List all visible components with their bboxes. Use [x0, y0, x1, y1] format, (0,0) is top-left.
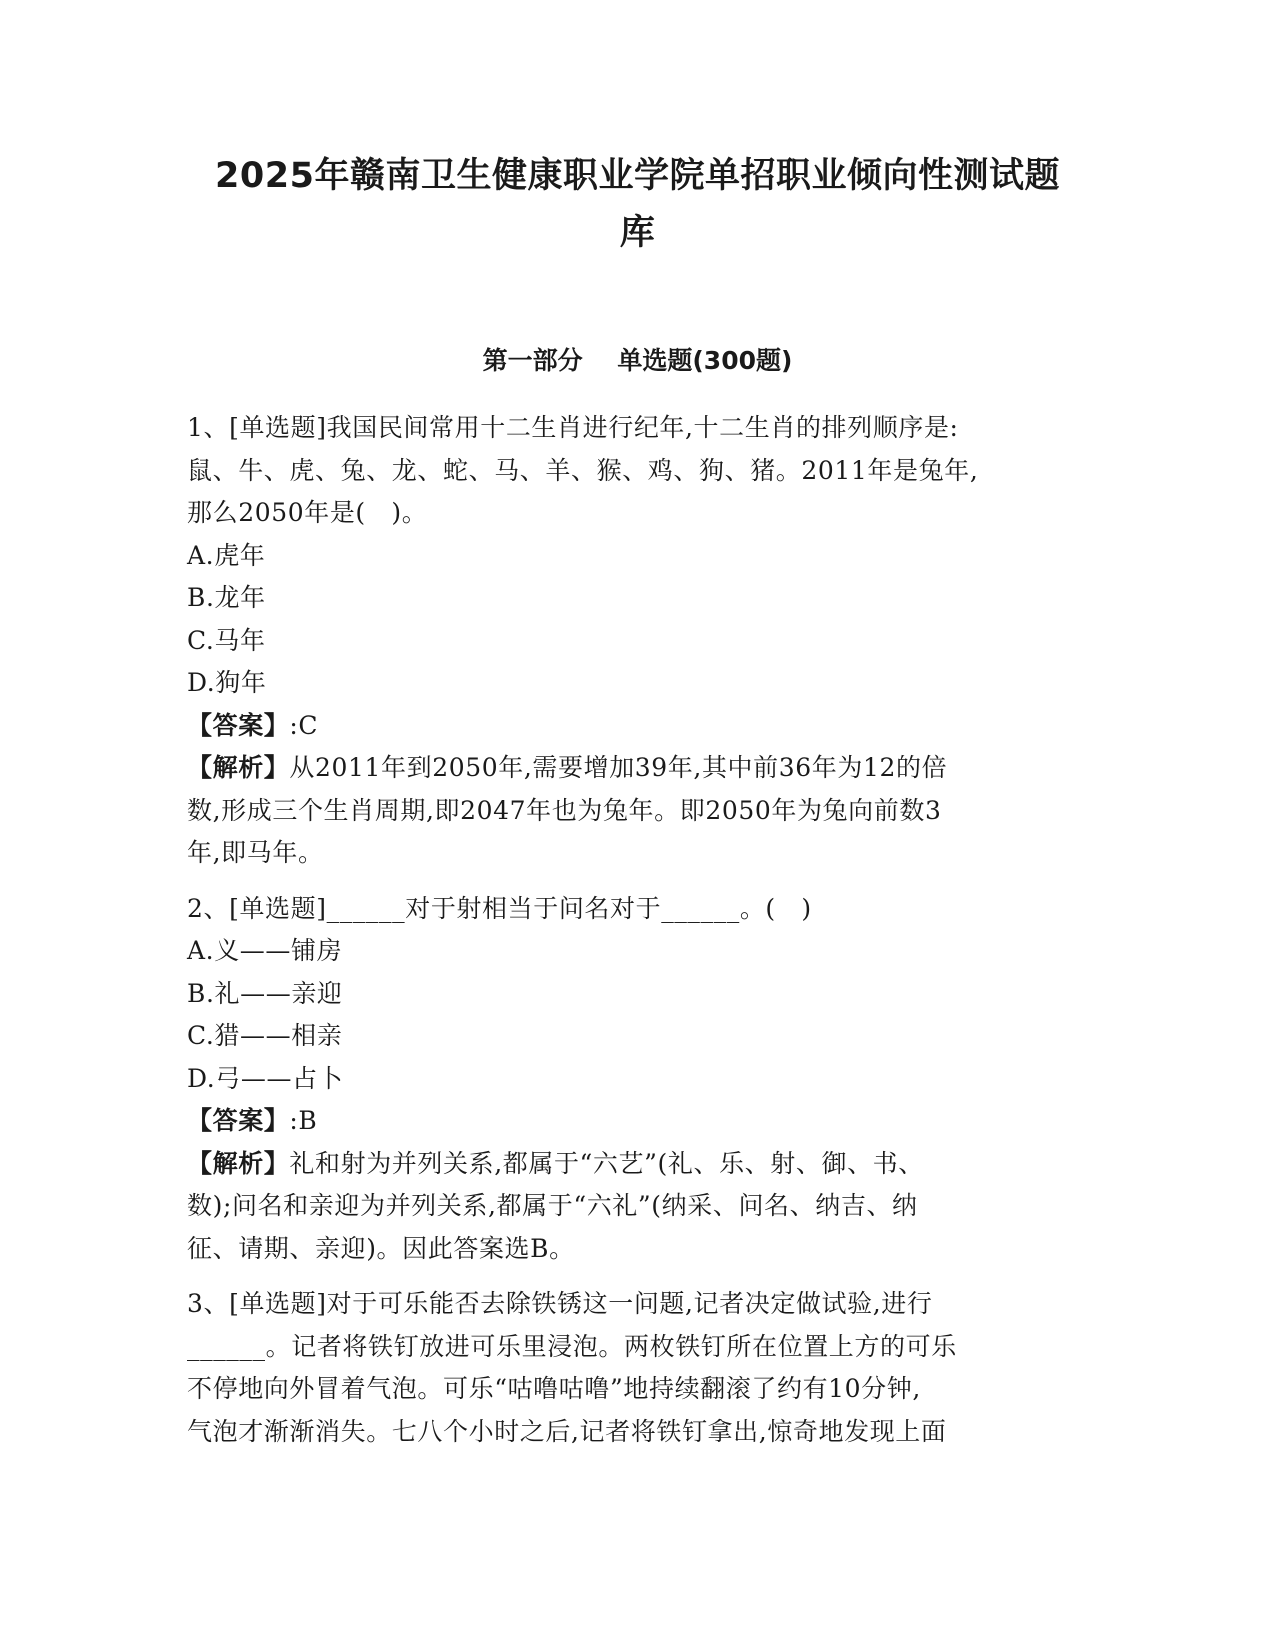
analysis-line	[187, 747, 1067, 790]
section-title: 第一部分 单选题(300题)	[482, 346, 793, 375]
analysis-text: 礼和射为并列关系,都属于“六艺”(礼、乐、射、御、书、	[289, 1148, 924, 1178]
option-d: D.弓——占卜	[187, 1063, 344, 1093]
document-title	[150, 148, 1125, 262]
option-b: B.礼——亲迎	[187, 978, 343, 1008]
analysis-line: 数);问名和亲迎为并列关系,都属于“六礼”(纳采、问名、纳吉、纳	[187, 1191, 918, 1220]
question-3	[187, 1283, 1067, 1453]
option-c: C.猎——相亲	[187, 1021, 343, 1050]
question-stem-line: 1、[单选题]我国民间常用十二生肖进行纪年,十二生肖的排列顺序是:	[187, 413, 959, 442]
document-title-line2: 库	[619, 213, 656, 253]
answer-value: :C	[289, 710, 319, 740]
analysis-label: 【解析】	[187, 1148, 290, 1178]
analysis-line	[187, 1143, 1067, 1186]
question-stem-line: ______。记者将铁钉放进可乐里浸泡。两枚铁钉所在位置上方的可乐	[187, 1331, 957, 1361]
answer-label: 【答案】	[187, 710, 290, 740]
option-a: A.义——铺房	[187, 936, 343, 965]
question-stem-line: 气泡才渐渐消失。七八个小时之后,记者将铁钉拿出,惊奇地发现上面	[187, 1416, 947, 1446]
question-1	[187, 407, 1067, 875]
answer-line	[187, 1100, 1067, 1143]
analysis-text: 从2011年到2050年,需要增加39年,其中前36年为12的倍	[289, 753, 948, 782]
analysis-line: 征、请期、亲迎)。因此答案选B。	[187, 1233, 575, 1263]
answer-line	[187, 705, 1067, 748]
question-2	[187, 888, 1067, 1271]
document-title-line1: 2025年赣南卫生健康职业学院单招职业倾向性测试题	[215, 156, 1060, 196]
answer-label: 【答案】	[187, 1106, 290, 1135]
analysis-line: 年,即马年。	[187, 838, 324, 867]
answer-value: :B	[289, 1106, 318, 1135]
analysis-line: 数,形成三个生肖周期,即2047年也为兔年。即2050年为兔向前数3	[187, 795, 942, 825]
question-stem-line: 鼠、牛、虎、兔、龙、蛇、马、羊、猴、鸡、狗、猪。2011年是兔年,	[187, 455, 979, 485]
option-b: B.龙年	[187, 583, 266, 612]
question-list	[187, 407, 1067, 1466]
question-stem-line: 2、[单选题]______对于射相当于问名对于______。( )	[187, 893, 812, 923]
option-c: C.马年	[187, 625, 266, 655]
question-stem-line: 那么2050年是( )。	[187, 498, 428, 527]
option-a: A.虎年	[187, 540, 266, 570]
option-d: D.狗年	[187, 668, 267, 697]
question-stem-line: 3、[单选题]对于可乐能否去除铁锈这一问题,记者决定做试验,进行	[187, 1289, 933, 1318]
question-stem-line: 不停地向外冒着气泡。可乐“咕噜咕噜”地持续翻滚了约有10分钟,	[187, 1374, 921, 1403]
analysis-label: 【解析】	[187, 753, 290, 782]
